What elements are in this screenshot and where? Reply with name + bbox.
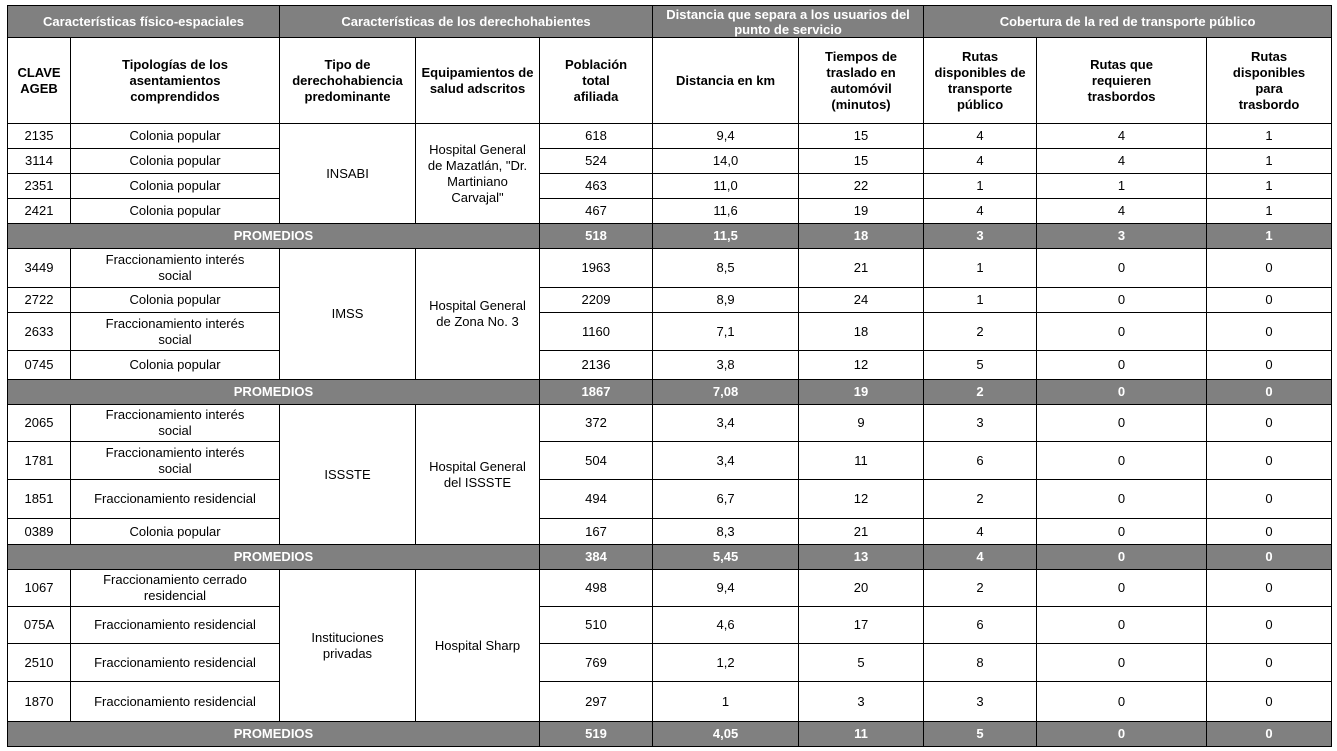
rutas-cell: 4 <box>924 124 1037 149</box>
poblacion-cell: 167 <box>540 519 653 545</box>
poblacion-cell: 510 <box>540 607 653 644</box>
distancia-cell: 14,0 <box>653 149 799 174</box>
clave-ageb-cell: 3449 <box>8 249 71 288</box>
tipologia-cell: Fraccionamiento interés social <box>71 442 280 480</box>
clave-ageb-cell: 2633 <box>8 313 71 351</box>
trasbordos-cell: 0 <box>1037 682 1207 722</box>
column-header: Tipo de derechohabiencia predominante <box>280 38 416 124</box>
group-header: Características de los derechohabientes <box>280 6 653 38</box>
rutas-cell: 3 <box>924 405 1037 442</box>
clave-ageb-cell: 3114 <box>8 149 71 174</box>
tipologia-cell: Fraccionamiento residencial <box>71 607 280 644</box>
clave-ageb-cell: 2722 <box>8 288 71 313</box>
distancia-cell: 8,9 <box>653 288 799 313</box>
promedio-rutas-cell: 2 <box>924 380 1037 405</box>
tipologia-cell: Colonia popular <box>71 288 280 313</box>
clave-ageb-cell: 2065 <box>8 405 71 442</box>
tipologia-cell: Colonia popular <box>71 199 280 224</box>
tipologia-cell: Colonia popular <box>71 124 280 149</box>
column-header: Rutas disponibles para trasbordo <box>1207 38 1332 124</box>
distancia-cell: 8,3 <box>653 519 799 545</box>
table-row <box>8 519 1332 545</box>
tiempo-cell: 21 <box>799 519 924 545</box>
distancia-cell: 9,4 <box>653 124 799 149</box>
promedios-row <box>8 545 1332 570</box>
promedio-para-cell: 0 <box>1207 380 1332 405</box>
clave-ageb-cell: 2135 <box>8 124 71 149</box>
tipologia-cell: Fraccionamiento residencial <box>71 682 280 722</box>
tiempo-cell: 12 <box>799 480 924 519</box>
column-header: Distancia en km <box>653 38 799 124</box>
equipamiento-cell: Hospital General del ISSSTE <box>416 405 540 545</box>
promedio-poblacion-cell: 519 <box>540 722 653 747</box>
clave-ageb-cell: 075A <box>8 607 71 644</box>
para-cell: 0 <box>1207 682 1332 722</box>
table-row <box>8 149 1332 174</box>
clave-ageb-cell: 1781 <box>8 442 71 480</box>
column-header: CLAVE AGEB <box>8 38 71 124</box>
clave-ageb-cell: 2421 <box>8 199 71 224</box>
promedios-row <box>8 224 1332 249</box>
poblacion-cell: 297 <box>540 682 653 722</box>
table-row <box>8 480 1332 519</box>
rutas-cell: 8 <box>924 644 1037 682</box>
promedio-rutas-cell: 4 <box>924 545 1037 570</box>
promedio-tiempo-cell: 11 <box>799 722 924 747</box>
distancia-cell: 6,7 <box>653 480 799 519</box>
distancia-cell: 3,8 <box>653 351 799 380</box>
promedio-trasbordos-cell: 0 <box>1037 722 1207 747</box>
clave-ageb-cell: 2510 <box>8 644 71 682</box>
distancia-cell: 4,6 <box>653 607 799 644</box>
tiempo-cell: 12 <box>799 351 924 380</box>
promedio-tiempo-cell: 19 <box>799 380 924 405</box>
tiempo-cell: 24 <box>799 288 924 313</box>
column-header: Equipamientos de salud adscritos <box>416 38 540 124</box>
promedios-row <box>8 722 1332 747</box>
tiempo-cell: 19 <box>799 199 924 224</box>
table-row <box>8 174 1332 199</box>
rutas-cell: 3 <box>924 682 1037 722</box>
tiempo-cell: 15 <box>799 124 924 149</box>
poblacion-cell: 769 <box>540 644 653 682</box>
promedios-label: PROMEDIOS <box>8 545 540 570</box>
derechohabiencia-cell: Instituciones privadas <box>280 570 416 722</box>
rutas-cell: 1 <box>924 288 1037 313</box>
table-row <box>8 199 1332 224</box>
table-row <box>8 442 1332 480</box>
distancia-cell: 9,4 <box>653 570 799 607</box>
trasbordos-cell: 4 <box>1037 149 1207 174</box>
poblacion-cell: 504 <box>540 442 653 480</box>
poblacion-cell: 498 <box>540 570 653 607</box>
distancia-cell: 1,2 <box>653 644 799 682</box>
column-header: Rutas que requieren trasbordos <box>1037 38 1207 124</box>
table-body <box>8 124 1332 747</box>
distancia-cell: 3,4 <box>653 405 799 442</box>
trasbordos-cell: 0 <box>1037 405 1207 442</box>
promedio-distancia-cell: 4,05 <box>653 722 799 747</box>
promedio-tiempo-cell: 13 <box>799 545 924 570</box>
trasbordos-cell: 0 <box>1037 607 1207 644</box>
tiempo-cell: 15 <box>799 149 924 174</box>
tiempo-cell: 11 <box>799 442 924 480</box>
distancia-cell: 11,6 <box>653 199 799 224</box>
trasbordos-cell: 0 <box>1037 570 1207 607</box>
promedio-distancia-cell: 7,08 <box>653 380 799 405</box>
clave-ageb-cell: 2351 <box>8 174 71 199</box>
tiempo-cell: 22 <box>799 174 924 199</box>
promedio-para-cell: 0 <box>1207 545 1332 570</box>
tiempo-cell: 5 <box>799 644 924 682</box>
clave-ageb-cell: 1870 <box>8 682 71 722</box>
clave-ageb-cell: 1067 <box>8 570 71 607</box>
poblacion-cell: 1963 <box>540 249 653 288</box>
tiempo-cell: 21 <box>799 249 924 288</box>
table-row <box>8 249 1332 288</box>
tipologia-cell: Fraccionamiento cerrado residencial <box>71 570 280 607</box>
column-header: Rutas disponibles de transporte público <box>924 38 1037 124</box>
equipamiento-cell: Hospital General de Mazatlán, "Dr. Martiniano Carvajal" <box>416 124 540 224</box>
rutas-cell: 6 <box>924 607 1037 644</box>
equipamiento-cell: Hospital Sharp <box>416 570 540 722</box>
tipologia-cell: Fraccionamiento residencial <box>71 480 280 519</box>
para-cell: 1 <box>1207 124 1332 149</box>
distancia-cell: 11,0 <box>653 174 799 199</box>
trasbordos-cell: 0 <box>1037 442 1207 480</box>
trasbordos-cell: 4 <box>1037 124 1207 149</box>
tiempo-cell: 20 <box>799 570 924 607</box>
poblacion-cell: 2209 <box>540 288 653 313</box>
trasbordos-cell: 0 <box>1037 351 1207 380</box>
column-header: Población total afiliada <box>540 38 653 124</box>
group-header: Cobertura de la red de transporte público <box>924 6 1332 38</box>
trasbordos-cell: 4 <box>1037 199 1207 224</box>
column-header-row <box>8 38 1332 124</box>
distancia-cell: 1 <box>653 682 799 722</box>
table-row <box>8 313 1332 351</box>
para-cell: 0 <box>1207 313 1332 351</box>
group-header: Características físico-espaciales <box>8 6 280 38</box>
tipologia-cell: Fraccionamiento interés social <box>71 313 280 351</box>
promedio-poblacion-cell: 384 <box>540 545 653 570</box>
promedio-poblacion-cell: 1867 <box>540 380 653 405</box>
table-row <box>8 644 1332 682</box>
rutas-cell: 5 <box>924 351 1037 380</box>
table-row <box>8 570 1332 607</box>
poblacion-cell: 463 <box>540 174 653 199</box>
table-row <box>8 607 1332 644</box>
trasbordos-cell: 1 <box>1037 174 1207 199</box>
poblacion-cell: 2136 <box>540 351 653 380</box>
clave-ageb-cell: 1851 <box>8 480 71 519</box>
para-cell: 1 <box>1207 174 1332 199</box>
promedio-trasbordos-cell: 0 <box>1037 380 1207 405</box>
poblacion-cell: 618 <box>540 124 653 149</box>
promedio-poblacion-cell: 518 <box>540 224 653 249</box>
trasbordos-cell: 0 <box>1037 313 1207 351</box>
para-cell: 0 <box>1207 249 1332 288</box>
table-row <box>8 351 1332 380</box>
promedios-label: PROMEDIOS <box>8 722 540 747</box>
rutas-cell: 4 <box>924 199 1037 224</box>
clave-ageb-cell: 0389 <box>8 519 71 545</box>
data-table <box>7 5 1332 747</box>
promedio-para-cell: 1 <box>1207 224 1332 249</box>
para-cell: 1 <box>1207 149 1332 174</box>
table-row <box>8 405 1332 442</box>
para-cell: 0 <box>1207 405 1332 442</box>
table-row <box>8 288 1332 313</box>
distancia-cell: 3,4 <box>653 442 799 480</box>
tipologia-cell: Colonia popular <box>71 174 280 199</box>
trasbordos-cell: 0 <box>1037 480 1207 519</box>
promedio-trasbordos-cell: 3 <box>1037 224 1207 249</box>
tiempo-cell: 17 <box>799 607 924 644</box>
para-cell: 0 <box>1207 519 1332 545</box>
table-row <box>8 682 1332 722</box>
distancia-cell: 7,1 <box>653 313 799 351</box>
para-cell: 0 <box>1207 644 1332 682</box>
rutas-cell: 1 <box>924 249 1037 288</box>
tipologia-cell: Fraccionamiento residencial <box>71 644 280 682</box>
promedio-trasbordos-cell: 0 <box>1037 545 1207 570</box>
rutas-cell: 2 <box>924 313 1037 351</box>
tipologia-cell: Colonia popular <box>71 149 280 174</box>
trasbordos-cell: 0 <box>1037 519 1207 545</box>
promedio-tiempo-cell: 18 <box>799 224 924 249</box>
poblacion-cell: 494 <box>540 480 653 519</box>
tiempo-cell: 3 <box>799 682 924 722</box>
rutas-cell: 2 <box>924 570 1037 607</box>
derechohabiencia-cell: INSABI <box>280 124 416 224</box>
rutas-cell: 2 <box>924 480 1037 519</box>
rutas-cell: 1 <box>924 174 1037 199</box>
para-cell: 1 <box>1207 199 1332 224</box>
group-header-row <box>8 6 1332 38</box>
group-header: Distancia que separa a los usuarios del punto de servicio <box>653 6 924 38</box>
equipamiento-cell: Hospital General de Zona No. 3 <box>416 249 540 380</box>
para-cell: 0 <box>1207 480 1332 519</box>
tiempo-cell: 9 <box>799 405 924 442</box>
rutas-cell: 4 <box>924 519 1037 545</box>
promedio-rutas-cell: 5 <box>924 722 1037 747</box>
table-row <box>8 124 1332 149</box>
tipologia-cell: Fraccionamiento interés social <box>71 405 280 442</box>
rutas-cell: 6 <box>924 442 1037 480</box>
poblacion-cell: 372 <box>540 405 653 442</box>
derechohabiencia-cell: IMSS <box>280 249 416 380</box>
promedios-label: PROMEDIOS <box>8 224 540 249</box>
para-cell: 0 <box>1207 570 1332 607</box>
tiempo-cell: 18 <box>799 313 924 351</box>
distancia-cell: 8,5 <box>653 249 799 288</box>
tipologia-cell: Colonia popular <box>71 351 280 380</box>
para-cell: 0 <box>1207 288 1332 313</box>
derechohabiencia-cell: ISSSTE <box>280 405 416 545</box>
poblacion-cell: 1160 <box>540 313 653 351</box>
promedios-label: PROMEDIOS <box>8 380 540 405</box>
para-cell: 0 <box>1207 442 1332 480</box>
trasbordos-cell: 0 <box>1037 249 1207 288</box>
promedio-distancia-cell: 5,45 <box>653 545 799 570</box>
para-cell: 0 <box>1207 607 1332 644</box>
rutas-cell: 4 <box>924 149 1037 174</box>
tipologia-cell: Colonia popular <box>71 519 280 545</box>
trasbordos-cell: 0 <box>1037 288 1207 313</box>
trasbordos-cell: 0 <box>1037 644 1207 682</box>
promedio-distancia-cell: 11,5 <box>653 224 799 249</box>
clave-ageb-cell: 0745 <box>8 351 71 380</box>
poblacion-cell: 467 <box>540 199 653 224</box>
column-header: Tipologías de los asentamientos comprendidos <box>71 38 280 124</box>
poblacion-cell: 524 <box>540 149 653 174</box>
tipologia-cell: Fraccionamiento interés social <box>71 249 280 288</box>
column-header: Tiempos de traslado en automóvil (minutos) <box>799 38 924 124</box>
promedio-para-cell: 0 <box>1207 722 1332 747</box>
para-cell: 0 <box>1207 351 1332 380</box>
promedios-row <box>8 380 1332 405</box>
promedio-rutas-cell: 3 <box>924 224 1037 249</box>
